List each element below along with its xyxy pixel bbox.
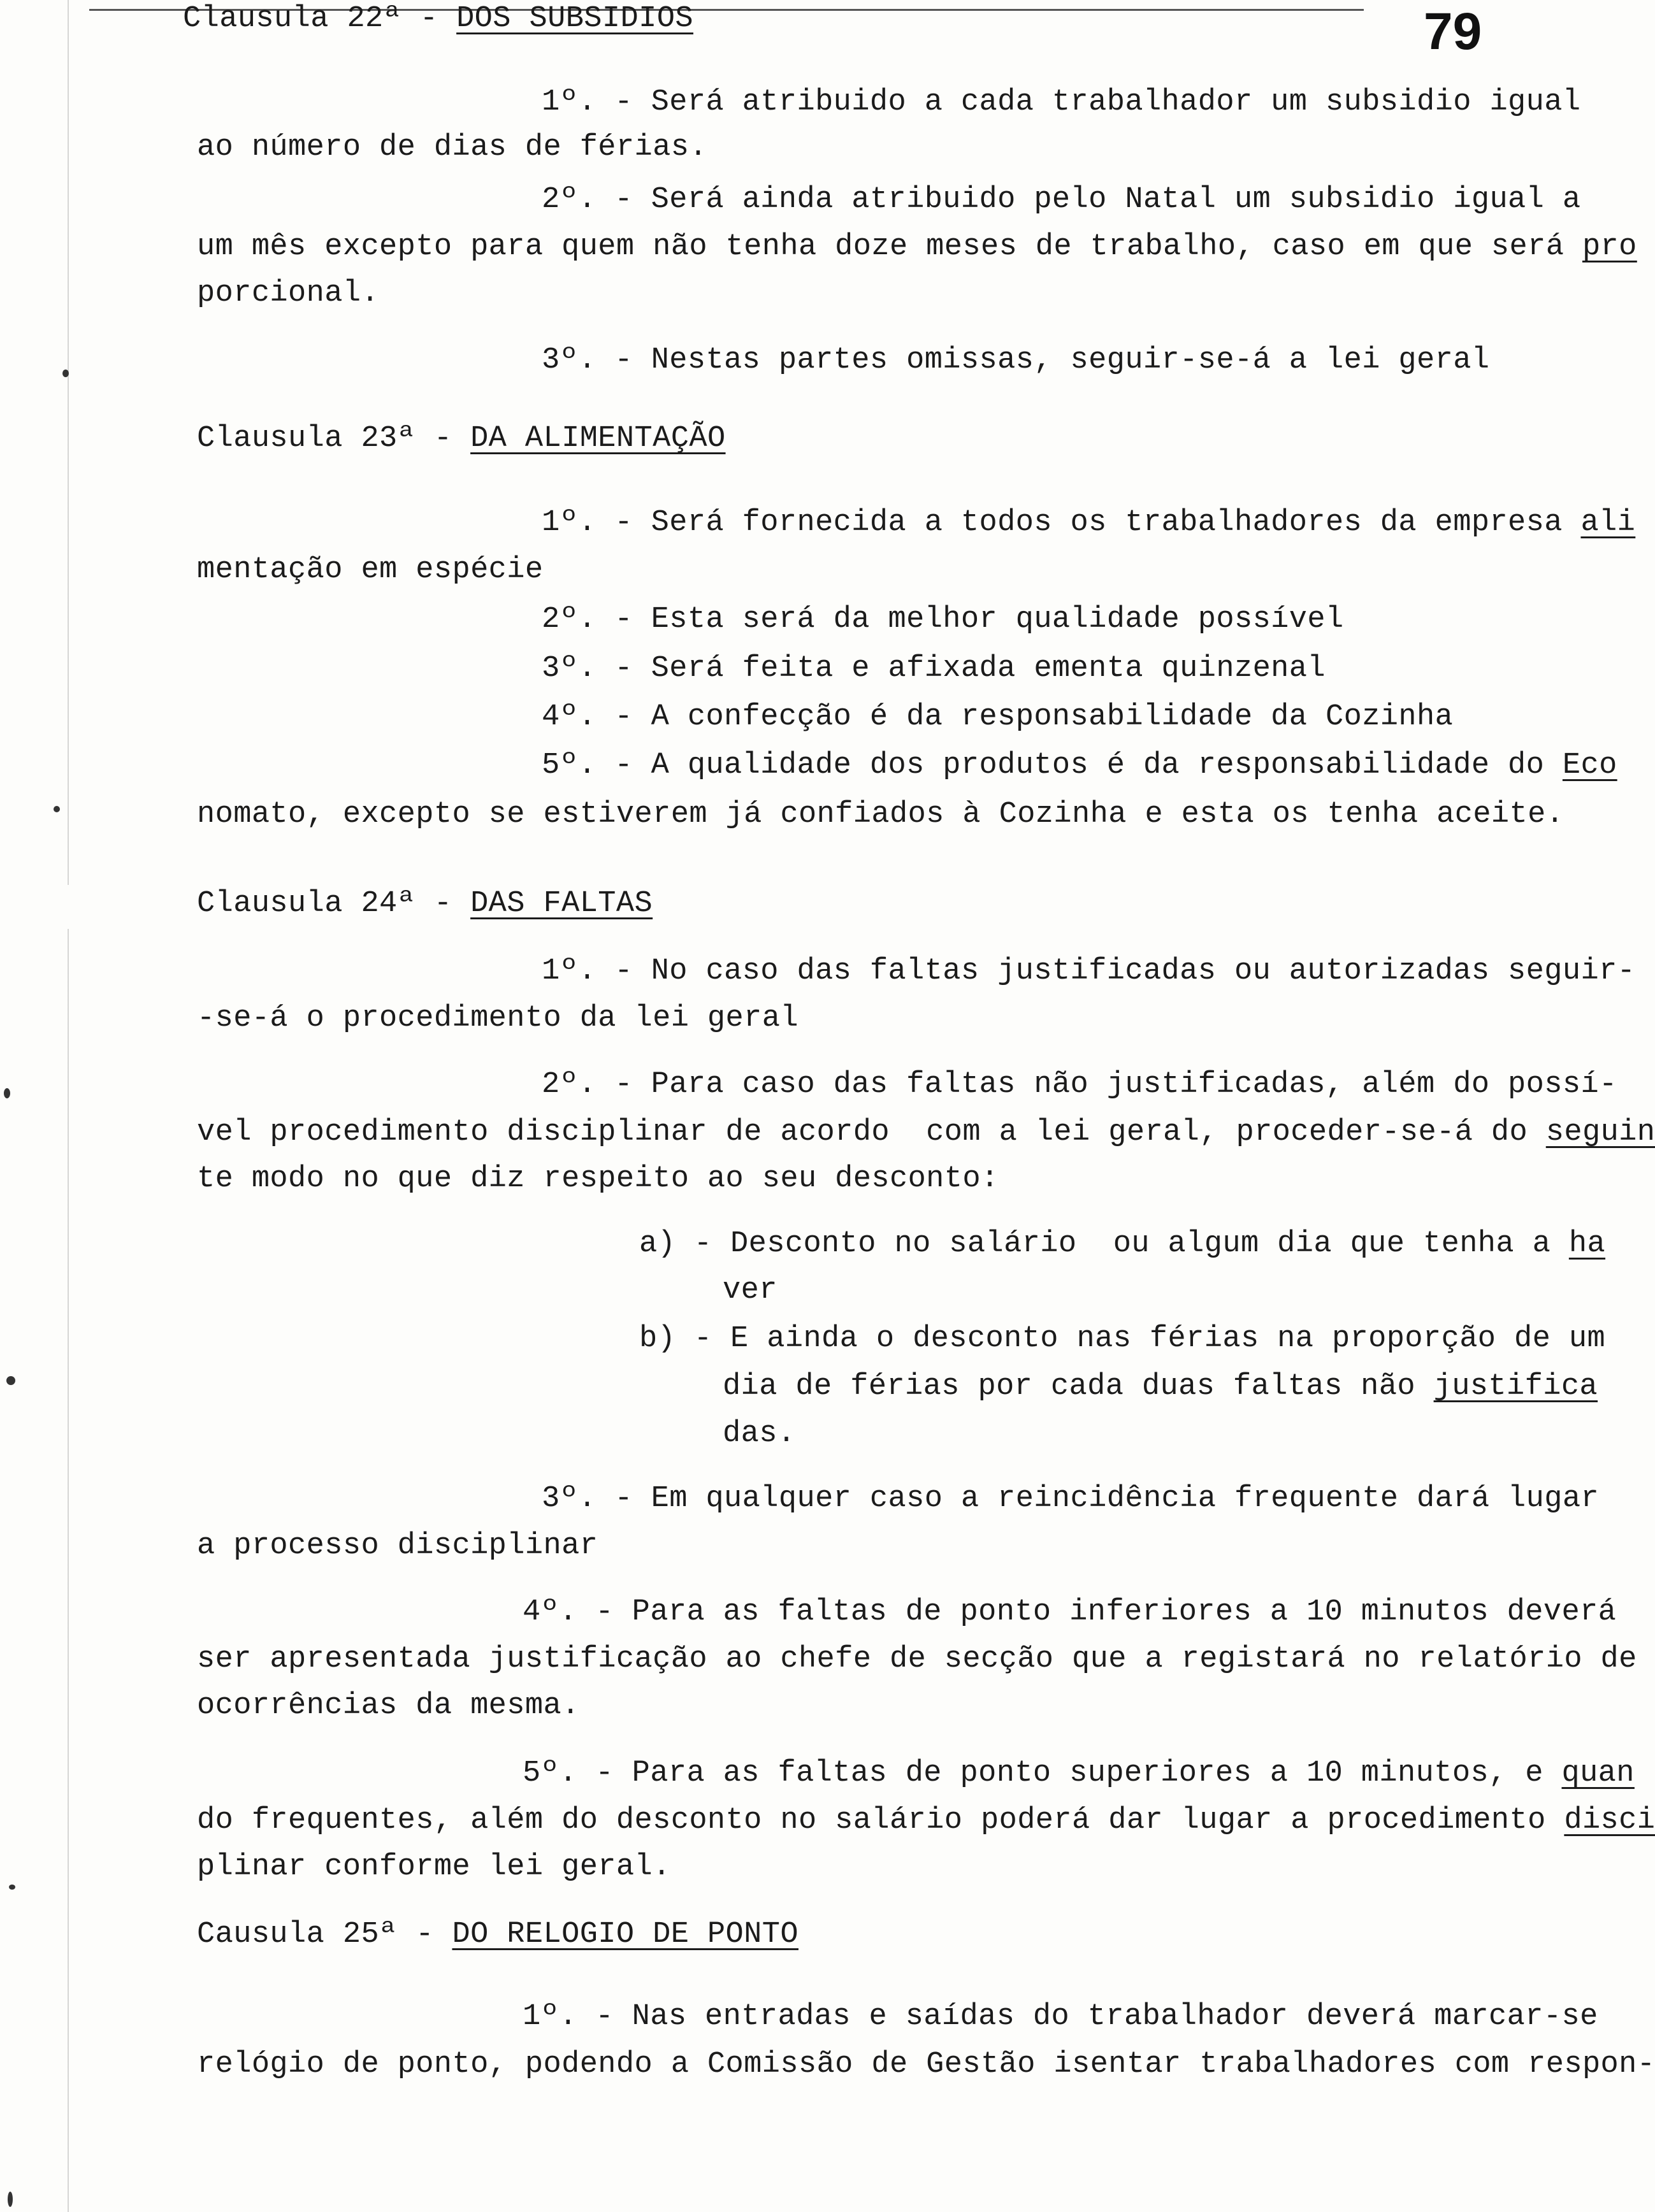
line-text: 4º. - Para as faltas de ponto inferiores a 10 minutos deverá [523, 1595, 1617, 1629]
clause-23-item-5-line-1 [542, 748, 1617, 784]
line-text: 5º. - A qualidade dos produtos é da responsabilidade do [542, 749, 1563, 782]
clause-22-item-2-line-2 [197, 229, 1637, 265]
clause-24-item-2a-line-1 [639, 1226, 1605, 1262]
scan-speck [9, 1885, 15, 1890]
clause-22-item-2-line-1 [542, 182, 1580, 218]
underlined-text: DO RELOGIO DE PONTO [452, 1918, 799, 1951]
margin-rule [68, 0, 69, 2212]
line-text: um mês excepto para quem não tenha doze meses de trabalho, caso em que será [197, 230, 1582, 264]
clause-23-item-4 [542, 700, 1453, 735]
clause-24-heading [197, 886, 653, 922]
line-text: a processo disciplinar [197, 1529, 598, 1563]
clause-23-item-3 [542, 651, 1326, 687]
clause-22-item-2-line-3 [197, 276, 379, 312]
clause-24-item-2-line-1 [542, 1067, 1617, 1103]
underlined-text: DA ALIMENTAÇÃO [470, 422, 726, 456]
underlined-text: seguin [1545, 1116, 1655, 1149]
clause-22-heading [183, 1, 693, 37]
line-text: ver [723, 1274, 777, 1307]
underlined-text: justifica [1433, 1370, 1598, 1404]
clause-22-item-3 [542, 343, 1489, 378]
line-text: nomato, excepto se estiverem já confiados à Cozinha e esta os tenha aceite. [197, 798, 1565, 831]
line-text: mentação em espécie [197, 553, 544, 587]
underlined-text: pro [1582, 230, 1637, 264]
line-text: porcional. [197, 276, 380, 310]
line-text: -se-á o procedimento da lei geral [197, 1002, 799, 1035]
line-text: te modo no que diz respeito ao seu desconto: [197, 1162, 999, 1196]
line-text: do frequentes, além do desconto no salário poderá dar lugar a procedimento [197, 1804, 1565, 1837]
page-number: 79 [1424, 3, 1482, 61]
clause-24-item-2-line-2 [197, 1115, 1655, 1151]
clause-24-item-5-line-1 [523, 1756, 1635, 1792]
line-text: vel procedimento disciplinar de acordo com a lei geral, proceder-se-á do [197, 1116, 1546, 1149]
clause-23-item-1-line-2 [197, 552, 544, 588]
underlined-text: quan [1561, 1756, 1635, 1790]
clause-22-item-1-line-2 [197, 130, 707, 166]
scan-speck [6, 1376, 15, 1385]
clause-24-item-2-line-3 [197, 1161, 999, 1197]
line-text: 1º. - Será fornecida a todos os trabalhadores da empresa [542, 506, 1581, 540]
underlined-text: disci [1564, 1804, 1655, 1837]
line-text: ocorrências da mesma. [197, 1689, 580, 1723]
underlined-text: DAS FALTAS [470, 887, 653, 921]
clause-23-item-5-line-2 [197, 797, 1564, 833]
underlined-text: ali [1580, 506, 1636, 540]
clause-24-item-1-line-2 [197, 1001, 799, 1037]
clause-24-item-1-line-1 [542, 954, 1635, 989]
line-text: 2º. - Esta será da melhor qualidade possível [542, 603, 1344, 636]
line-text: 2º. - Será ainda atribuido pelo Natal um subsidio igual a [542, 183, 1581, 217]
line-text: das. [723, 1417, 796, 1451]
scan-speck [54, 806, 60, 812]
clause-23-item-1-line-1 [542, 505, 1635, 541]
line-text: 3º. - Será feita e afixada ementa quinzenal [542, 652, 1326, 686]
clause-24-item-3-line-1 [542, 1481, 1599, 1517]
line-text: 3º. - Nestas partes omissas, seguir-se-á a lei geral [542, 343, 1490, 377]
clause-24-item-5-line-2 [197, 1803, 1655, 1839]
line-text: b) - E ainda o desconto nas férias na proporção de um [639, 1322, 1606, 1356]
line-text: Causula 25ª - [197, 1918, 452, 1951]
line-text: 1º. - Nas entradas e saídas do trabalhador deverá marcar-se [523, 2000, 1598, 2034]
clause-24-item-2b-line-1 [639, 1321, 1605, 1357]
scan-speck [8, 2192, 13, 2207]
line-text: dia de férias por cada duas faltas não [723, 1370, 1434, 1404]
underlined-text: Eco [1562, 749, 1617, 782]
scan-speck [62, 370, 69, 377]
underlined-text: ha [1568, 1227, 1606, 1261]
clause-23-item-2 [542, 602, 1344, 638]
clause-25-item-1-line-2 [197, 2047, 1655, 2083]
underlined-text: DOS SUBSIDIOS [456, 2, 693, 36]
line-text: 5º. - Para as faltas de ponto superiores a 10 minutos, e [523, 1756, 1562, 1790]
clause-25-heading [197, 1917, 799, 1953]
line-text: a) - Desconto no salário ou algum dia que tenha a [639, 1227, 1569, 1261]
clause-24-item-2b-line-3 [723, 1416, 795, 1452]
line-text: relógio de ponto, podendo a Comissão de Gestão isentar trabalhadores com respon- [197, 2048, 1655, 2081]
line-text: 3º. - Em qualquer caso a reincidência frequente dará lugar [542, 1482, 1600, 1516]
clause-24-item-4-line-2 [197, 1642, 1637, 1677]
line-text: Clausula 24ª - [197, 887, 471, 921]
clause-24-item-4-line-3 [197, 1688, 580, 1724]
clause-24-item-2a-line-2 [723, 1273, 777, 1309]
clause-24-item-5-line-3 [197, 1849, 671, 1885]
clause-24-item-2b-line-2 [723, 1369, 1598, 1405]
clause-24-item-4-line-1 [523, 1595, 1616, 1630]
line-text: Clausula 23ª - [197, 422, 471, 456]
clause-25-item-1-line-1 [523, 1999, 1598, 2035]
clause-24-item-3-line-2 [197, 1528, 598, 1564]
clause-22-item-1-line-1 [542, 85, 1580, 120]
line-text: 2º. - Para caso das faltas não justificadas, além do possí- [542, 1068, 1617, 1102]
clause-23-heading [197, 421, 726, 457]
line-text: Clausula 22ª - [183, 2, 457, 36]
line-text: ao número de dias de férias. [197, 131, 707, 164]
line-text: 1º. - No caso das faltas justificadas ou autorizadas seguir- [542, 954, 1636, 988]
line-text: 1º. - Será atribuido a cada trabalhador um subsidio igual [542, 85, 1581, 119]
line-text: 4º. - A confecção é da responsabilidade da Cozinha [542, 700, 1454, 734]
line-text: plinar conforme lei geral. [197, 1850, 671, 1884]
scan-speck [4, 1088, 10, 1098]
line-text: ser apresentada justificação ao chefe de secção que a registará no relatório de [197, 1642, 1637, 1676]
